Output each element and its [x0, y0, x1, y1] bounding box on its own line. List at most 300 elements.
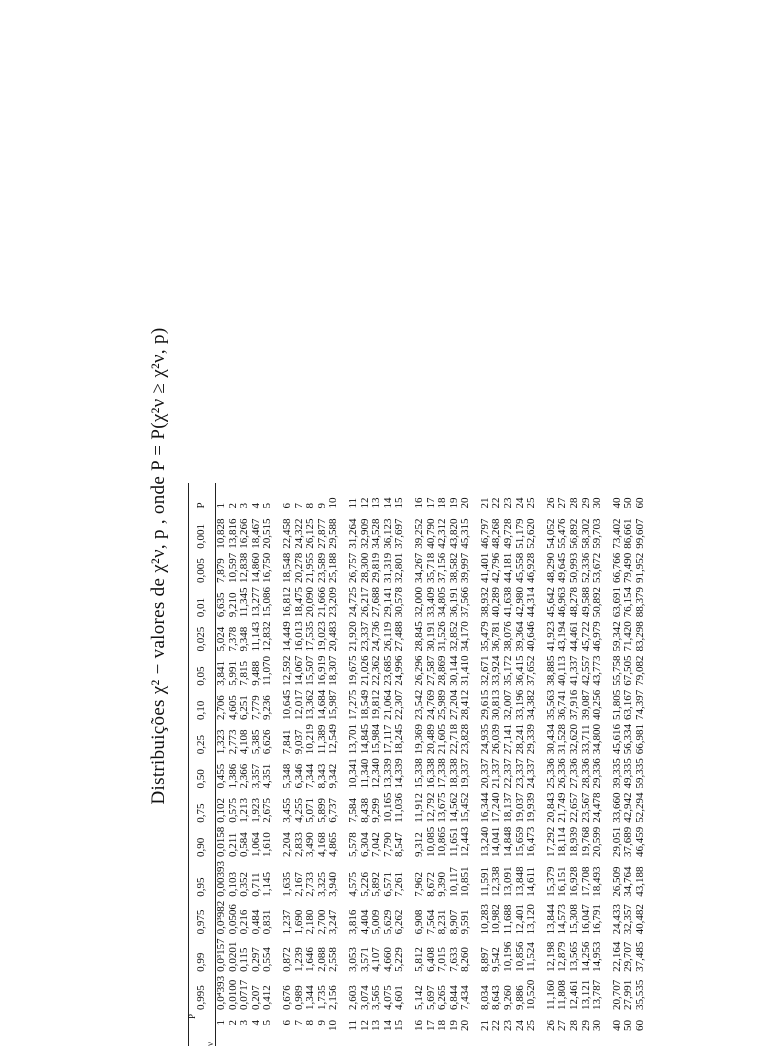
table-cell: 0,0³982	[215, 900, 227, 935]
table-cell: 11,688	[502, 904, 515, 935]
column-header: 0,025	[189, 619, 216, 653]
table-row	[569, 483, 581, 1046]
table-cell: 7,344	[304, 763, 317, 789]
table-cell: 13,701	[346, 724, 359, 755]
table-cell: 49,728	[502, 518, 515, 549]
table-cell: 5,071	[304, 798, 317, 823]
table-cell: 35,479	[478, 621, 491, 652]
table-cell: 18,338	[447, 758, 460, 789]
table-cell: 9,886	[513, 985, 526, 1010]
row-label: 10	[327, 1020, 340, 1031]
table-cell: 7,633	[447, 947, 460, 972]
table-cell: 10,520	[525, 979, 538, 1010]
table-cell: 30,813	[490, 689, 503, 721]
table-cell: 7,434	[459, 985, 472, 1010]
table-cell: 15,379	[544, 866, 557, 897]
table-cell: 29,615	[478, 689, 491, 721]
table-cell: 43,773	[591, 655, 604, 686]
table-cell: 83,298	[634, 621, 646, 652]
table-cell: 8,672	[424, 872, 437, 897]
row-label: 19	[447, 1020, 460, 1031]
table-cell: 0,00393	[215, 861, 227, 897]
table-cell: 38,076	[502, 621, 515, 652]
table-cell: 13,565	[568, 941, 581, 972]
table-cell: 16,047	[579, 904, 592, 935]
table-cell: 33,196	[513, 689, 526, 721]
table-cell: 4,108	[238, 729, 251, 755]
table-cell: 1,610	[261, 832, 274, 858]
row-label-right: 6	[280, 503, 293, 509]
table-cell: 32,620	[568, 724, 581, 755]
table-cell: 35,535	[634, 979, 646, 1010]
table-cell: 10,828	[215, 518, 227, 549]
table-row	[472, 483, 492, 1046]
table-cell: 23,589	[315, 552, 328, 584]
row-label-right: 5	[261, 503, 274, 509]
table-cell: 4,865	[327, 832, 340, 858]
table-cell: 26,119	[381, 621, 394, 652]
table-cell: 20,599	[591, 826, 604, 858]
table-cell: 3,940	[327, 872, 340, 897]
table-cell: 32,801	[393, 552, 406, 584]
table-cell: 2,167	[292, 872, 305, 897]
table-cell: 15,984	[370, 724, 383, 755]
table-cell: 36,415	[513, 655, 526, 686]
table-cell: 23,828	[459, 724, 472, 755]
column-header: 0,01	[189, 585, 216, 619]
table-cell: 37,485	[634, 941, 646, 972]
table-cell: 59,342	[610, 621, 623, 652]
table-cell: 12,443	[459, 826, 472, 858]
table-cell: 21,666	[315, 587, 328, 618]
table-cell: 41,337	[568, 655, 581, 686]
table-cell: 14,256	[579, 941, 592, 972]
table-cell: 29,819	[370, 552, 383, 584]
table-cell: 33,409	[424, 587, 437, 618]
table-cell: 12,340	[370, 758, 383, 789]
row-label: 9	[315, 1020, 328, 1026]
table-cell: 10,085	[424, 826, 437, 858]
table-cell: 2,733	[304, 872, 317, 897]
table-cell: 0,216	[238, 909, 251, 935]
table-cell: 86,661	[622, 518, 635, 549]
table-cell: 13,362	[304, 689, 317, 721]
table-cell: 30,144	[447, 655, 460, 686]
table-cell: 18,137	[502, 792, 515, 823]
table-cell: 28,241	[513, 724, 526, 755]
table-cell: 0,0100	[226, 979, 239, 1010]
table-cell: 58,302	[579, 518, 592, 549]
row-label: 8	[304, 1020, 317, 1026]
table-cell: 11,389	[315, 724, 328, 755]
table-cell: 31,264	[346, 518, 359, 549]
table-cell: 5,697	[424, 985, 437, 1010]
table-cell: 20,489	[424, 724, 437, 755]
table-cell: 27,991	[622, 979, 635, 1010]
row-label-right: 50	[622, 497, 635, 509]
table-cell: 8,643	[490, 985, 503, 1010]
table-cell: 28,845	[412, 621, 425, 652]
table-cell: 19,939	[525, 792, 538, 823]
table-cell: 46,459	[634, 826, 646, 858]
row-label: 5	[261, 1020, 274, 1026]
table-cell: 36,123	[381, 518, 394, 549]
table-cell: 1,323	[215, 729, 227, 755]
row-label: 23	[502, 1020, 515, 1031]
table-cell: 34,170	[459, 621, 472, 652]
table-cell: 17,117	[381, 724, 394, 755]
table-cell: 36,741	[556, 689, 569, 721]
table-cell: 16,473	[525, 826, 538, 858]
table-cell: 33,711	[579, 724, 592, 755]
row-label-right: 18	[436, 497, 449, 509]
table-cell: 31,410	[459, 655, 472, 686]
table-cell: 27,488	[393, 621, 406, 652]
column-header: 0,995	[189, 974, 216, 1012]
table-cell: 32,852	[447, 621, 460, 652]
table-cell: 88,379	[634, 587, 646, 618]
row-label-right: 1	[215, 503, 227, 509]
row-label: 12	[358, 1020, 371, 1031]
table-cell: 16,791	[591, 904, 604, 935]
table-cell: 0,115	[238, 947, 251, 972]
table-cell: 29,336	[591, 758, 604, 789]
table-cell: 53,672	[591, 552, 604, 584]
table-cell: 7,015	[436, 947, 449, 972]
table-cell: 34,382	[525, 689, 538, 721]
table-cell: 2,700	[315, 909, 328, 935]
table-cell: 32,007	[502, 689, 515, 721]
table-cell: 9,312	[412, 832, 425, 858]
table-cell: 6,635	[215, 592, 227, 618]
table-cell: 49,588	[579, 587, 592, 618]
row-label: 40	[610, 1020, 623, 1031]
table-cell: 8,260	[459, 947, 472, 972]
table-cell: 8,897	[478, 947, 491, 972]
table-cell: 3,074	[358, 985, 371, 1010]
table-cell: 11,345	[238, 587, 251, 618]
table-cell: 25,989	[436, 689, 449, 721]
row-label-right: 20	[459, 497, 472, 509]
table-cell: 3,053	[346, 947, 359, 972]
table-cell: 14,067	[292, 655, 305, 686]
table-cell: 45,616	[610, 724, 623, 755]
table-cell: 22,362	[370, 655, 383, 686]
table-cell: 5,812	[412, 947, 425, 972]
row-label-right: 7	[292, 503, 305, 509]
table-cell: 8,343	[315, 763, 328, 789]
table-cell: 2,675	[261, 798, 274, 823]
table-cell: 0,0158	[215, 826, 227, 858]
row-label-right: 10	[327, 497, 340, 509]
table-cell: 1,635	[280, 872, 293, 897]
table-cell: 1,213	[238, 798, 251, 823]
table-cell: 5,348	[280, 763, 293, 789]
table-row	[635, 483, 647, 1046]
table-cell: 0,207	[249, 985, 262, 1010]
table-cell: 9,260	[502, 985, 515, 1010]
table-row	[604, 483, 624, 1046]
table-cell: 11,912	[412, 792, 425, 823]
table-cell: 15,507	[304, 655, 317, 686]
table-cell: 79,490	[622, 552, 635, 584]
table-cell: 14,449	[280, 621, 293, 652]
table-cell: 1,646	[304, 947, 317, 972]
table-row	[503, 483, 515, 1046]
table-cell: 46,963	[556, 587, 569, 618]
table-cell: 4,255	[292, 798, 305, 823]
table-cell: 7,779	[249, 695, 262, 721]
table-cell: 2,603	[346, 985, 359, 1010]
table-cell: 25,336	[544, 758, 557, 789]
table-cell: 12,832	[261, 621, 274, 652]
table-cell: 10,865	[436, 826, 449, 858]
table-cell: 27,204	[447, 689, 460, 721]
column-header: 0,005	[189, 551, 216, 585]
row-label: 7	[292, 1020, 305, 1026]
row-label-right: 19	[447, 497, 460, 509]
table-cell: 0,0201	[226, 941, 239, 972]
table-cell: 14,848	[502, 826, 515, 858]
table-cell: 8,907	[447, 909, 460, 935]
table-cell: 39,364	[513, 621, 526, 652]
row-label: 14	[381, 1020, 394, 1031]
table-cell: 12,017	[292, 689, 305, 721]
table-cell: 40,113	[556, 655, 569, 686]
table-cell: 18,467	[249, 518, 262, 549]
table-cell: 13,240	[478, 826, 491, 858]
table-cell: 24,337	[525, 758, 538, 789]
table-cell: 28,300	[358, 552, 371, 584]
table-cell: 74,397	[634, 689, 646, 721]
table-cell: 20,337	[478, 758, 491, 789]
table-cell: 3,247	[327, 909, 340, 935]
table-cell: 7,564	[424, 909, 437, 935]
table-cell: 3,490	[304, 832, 317, 858]
table-cell: 50,993	[568, 552, 581, 584]
corner-p-label: P	[187, 1014, 197, 1020]
row-label: 22	[490, 1020, 503, 1031]
table-cell: 15,308	[568, 904, 581, 935]
table-cell: 63,691	[610, 587, 623, 618]
row-label-right: 12	[358, 497, 371, 509]
table-cell: 34,800	[591, 724, 604, 755]
table-cell: 12,838	[238, 552, 251, 584]
table-cell: 39,335	[610, 758, 623, 789]
table-cell: 56,334	[622, 724, 635, 755]
table-cell: 10,645	[280, 689, 293, 721]
table-cell: 14,562	[447, 792, 460, 823]
table-cell: 24,736	[370, 621, 383, 652]
table-cell: 23,209	[327, 587, 340, 618]
table-cell: 46,797	[478, 518, 491, 549]
table-row	[262, 483, 274, 1046]
table-cell: 3,455	[280, 798, 293, 823]
table-cell: 0,103	[226, 872, 239, 897]
table-row	[394, 483, 406, 1046]
table-cell: 7,042	[370, 832, 383, 858]
column-header: 0,05	[189, 654, 216, 688]
table-cell: 20,483	[327, 621, 340, 652]
table-cell: 27,141	[502, 724, 515, 755]
column-header: 0,75	[189, 791, 216, 825]
table-row	[592, 483, 604, 1046]
table-cell: 6,251	[238, 695, 251, 721]
table-cell: 3,565	[370, 985, 383, 1010]
table-header	[189, 483, 216, 1046]
table-cell: 52,620	[525, 518, 538, 549]
table-cell: 11,651	[447, 827, 460, 858]
table-cell: 42,980	[513, 587, 526, 618]
row-label-right: 28	[568, 497, 581, 509]
table-cell: 59,703	[591, 518, 604, 549]
table-cell: 17,292	[544, 826, 557, 858]
table-row	[460, 483, 472, 1046]
table-cell: 29,051	[610, 826, 623, 858]
table-cell: 46,979	[591, 621, 604, 652]
chi-square-table	[188, 483, 647, 1046]
row-label-right: 23	[502, 497, 515, 509]
table-cell: 33,924	[490, 655, 503, 686]
row-label: 18	[436, 1020, 449, 1031]
table-cell: 9,342	[327, 763, 340, 789]
column-header: 0,001	[189, 517, 216, 551]
table-cell: 21,064	[381, 689, 394, 721]
table-cell: 26,217	[358, 587, 371, 618]
table-cell: 45,315	[459, 518, 472, 549]
table-cell: 44,461	[568, 621, 581, 652]
table-cell: 52,336	[579, 552, 592, 584]
table-cell: 26,509	[610, 866, 623, 897]
table-cell: 14,611	[525, 866, 538, 897]
table-cell: 11,524	[525, 942, 538, 972]
table-cell: 10,283	[478, 904, 491, 935]
table-cell: 2,180	[304, 909, 317, 935]
table-cell: 5,899	[315, 798, 328, 823]
table-cell: 3,816	[346, 909, 359, 935]
table-cell: 1,735	[315, 985, 328, 1010]
table-cell: 40,289	[490, 587, 503, 618]
table-cell: 42,557	[579, 655, 592, 686]
row-label-right: 21	[478, 497, 491, 509]
table-cell: 18,939	[568, 826, 581, 858]
table-cell: 5,142	[412, 985, 425, 1010]
table-cell: 20,843	[544, 792, 557, 823]
table-cell: 15,987	[327, 689, 340, 721]
table-cell: 9,390	[436, 872, 449, 897]
table-cell: 16,338	[424, 758, 437, 789]
table-cell: 10,165	[381, 792, 394, 823]
table-cell: 11,340	[358, 758, 371, 789]
corner-nu-label: ν	[205, 1041, 216, 1046]
table-cell: 18,307	[327, 655, 340, 686]
table-cell: 13,675	[436, 792, 449, 823]
column-header: 0,975	[189, 899, 216, 937]
table-cell: 0,211	[226, 832, 239, 858]
table-cell: 20,090	[304, 587, 317, 618]
table-cell: 11,591	[478, 866, 491, 897]
table-cell: 2,156	[327, 985, 340, 1010]
row-label-right: 16	[412, 497, 425, 509]
table-cell: 24,725	[346, 587, 359, 618]
table-cell: 34,528	[370, 518, 383, 549]
table-cell: 10,982	[490, 904, 503, 935]
row-label: 26	[544, 1020, 557, 1031]
table-cell: 45,558	[513, 552, 526, 584]
corner-cell	[189, 1012, 216, 1046]
table-cell: 29,707	[622, 941, 635, 972]
table-cell: 41,923	[544, 621, 557, 652]
row-label-right: 60	[634, 497, 646, 509]
table-cell: 59,335	[634, 758, 646, 789]
table-cell: 16,013	[292, 621, 305, 652]
table-cell: 5,991	[226, 661, 239, 686]
table-cell: 5,385	[249, 729, 262, 755]
table-cell: 0,584	[238, 832, 251, 858]
table-cell: 0,831	[261, 909, 274, 935]
table-cell: 13,844	[544, 904, 557, 935]
table-cell: 42,796	[490, 552, 503, 584]
table-cell: 18,548	[280, 552, 293, 584]
table-cell: 28,336	[579, 758, 592, 789]
table-cell: 13,339	[381, 758, 394, 789]
table-cell: 21,026	[358, 655, 371, 686]
table-cell: 14,953	[591, 941, 604, 972]
table-cell: 2,706	[215, 695, 227, 721]
table-cell: 37,566	[459, 587, 472, 618]
table-cell: 0,0⁴393	[215, 975, 227, 1010]
table-cell: 37,652	[525, 655, 538, 686]
row-label: 4	[249, 1020, 262, 1026]
table-cell: 18,549	[358, 689, 371, 721]
table-cell: 7,841	[280, 729, 293, 755]
table-cell: 32,357	[622, 904, 635, 935]
table-cell: 10,341	[346, 758, 359, 789]
table-cell: 1,237	[280, 909, 293, 935]
row-label: 6	[280, 1020, 293, 1026]
table-cell: 21,920	[346, 621, 359, 652]
table-row	[371, 483, 383, 1046]
table-cell: 1,064	[249, 832, 262, 858]
table-cell: 14,845	[358, 724, 371, 755]
row-label-right: 14	[381, 497, 394, 509]
table-cell: 66,981	[634, 724, 646, 755]
table-cell: 40,482	[634, 904, 646, 935]
table-cell: 21,605	[436, 724, 449, 755]
table-cell: 41,401	[478, 552, 491, 584]
column-header: 0,10	[189, 688, 216, 722]
table-cell: 0,0506	[226, 904, 239, 935]
table-cell: 12,879	[556, 941, 569, 972]
table-cell: 4,601	[393, 985, 406, 1010]
row-label-right: 40	[610, 497, 623, 509]
table-cell: 22,718	[447, 724, 460, 755]
row-label: 1	[215, 1020, 227, 1026]
row-label-right: 29	[579, 497, 592, 509]
header-row	[189, 483, 216, 1046]
table-cell: 35,563	[544, 689, 557, 721]
row-label: 3	[238, 1020, 251, 1026]
row-label: 25	[525, 1020, 538, 1031]
table-cell: 12,198	[544, 941, 557, 972]
table-cell: 2,366	[238, 763, 251, 789]
table-cell: 4,351	[261, 763, 274, 789]
table-cell: 3,357	[249, 763, 262, 789]
row-label: 2	[226, 1020, 239, 1026]
table-cell: 24,478	[591, 792, 604, 823]
table-cell: 22,657	[568, 792, 581, 823]
table-cell: 13,277	[249, 587, 262, 618]
